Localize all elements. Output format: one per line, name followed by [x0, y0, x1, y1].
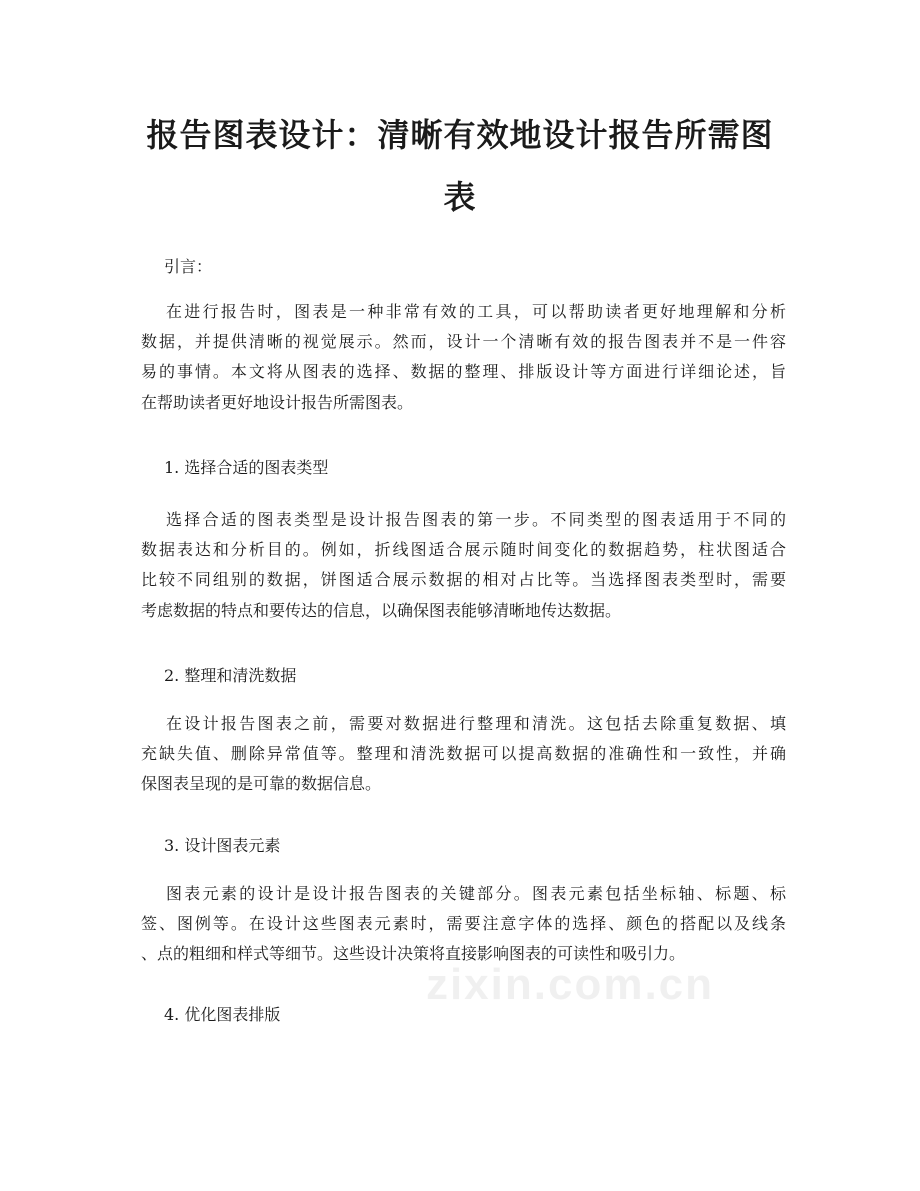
watermark-logo [420, 955, 720, 1015]
paragraph-line: 易的事情。本文将从图表的选择、数据的整理、排版设计等方面进行详细论述，旨 [141, 362, 786, 382]
paragraph-line: 选择合适的图表类型是设计报告图表的第一步。不同类型的图表适用于不同的 [166, 510, 786, 529]
section-heading-1: 1. 选择合适的图表类型 [164, 458, 329, 477]
intro-label: 引言： [164, 257, 213, 276]
paragraph-line: 充缺失值、删除异常值等。整理和清洗数据可以提高数据的准确性和一致性，并确 [141, 744, 786, 764]
paragraph-line: 保图表呈现的是可靠的数据信息。 [141, 774, 382, 794]
paragraph-line: 数据表达和分析目的。例如，折线图适合展示随时间变化的数据趋势，柱状图适合 [141, 540, 786, 560]
document-title [120, 104, 800, 228]
paragraph-line: 在进行报告时，图表是一种非常有效的工具，可以帮助读者更好地理解和分析 [166, 302, 786, 321]
section-paragraph-2 [141, 709, 786, 800]
paragraph-line: 数据，并提供清晰的视觉展示。然而，设计一个清晰有效的报告图表并不是一件容 [141, 332, 786, 352]
paragraph-line: 图表元素的设计是设计报告图表的关键部分。图表元素包括坐标轴、标题、标 [166, 884, 786, 903]
section-paragraph-1 [141, 505, 786, 626]
section-heading-3: 3. 设计图表元素 [164, 836, 281, 855]
paragraph-line: 、点的粗细和样式等细节。这些设计决策将直接影响图表的可读性和吸引力。 [141, 944, 686, 964]
paragraph-line: 签、图例等。在设计这些图表元素时，需要注意字体的选择、颜色的搭配以及线条 [141, 914, 786, 934]
paragraph-line: 比较不同组别的数据，饼图适合展示数据的相对占比等。当选择图表类型时，需要 [141, 570, 786, 590]
watermark-text: zixin.com.cn [425, 960, 715, 1009]
paragraph-line: 考虑数据的特点和要传达的信息，以确保图表能够清晰地传达数据。 [141, 600, 622, 620]
intro-paragraph [141, 297, 786, 418]
title-line: 表 [443, 178, 477, 216]
title-line: 报告图表设计：清晰有效地设计报告所需图 [146, 116, 774, 154]
paragraph-line: 在帮助读者更好地设计报告所需图表。 [141, 392, 414, 412]
section-heading-4: 4. 优化图表排版 [164, 1005, 281, 1024]
paragraph-line: 在设计报告图表之前，需要对数据进行整理和清洗。这包括去除重复数据、填 [166, 714, 786, 733]
section-heading-2: 2. 整理和清洗数据 [164, 666, 297, 685]
